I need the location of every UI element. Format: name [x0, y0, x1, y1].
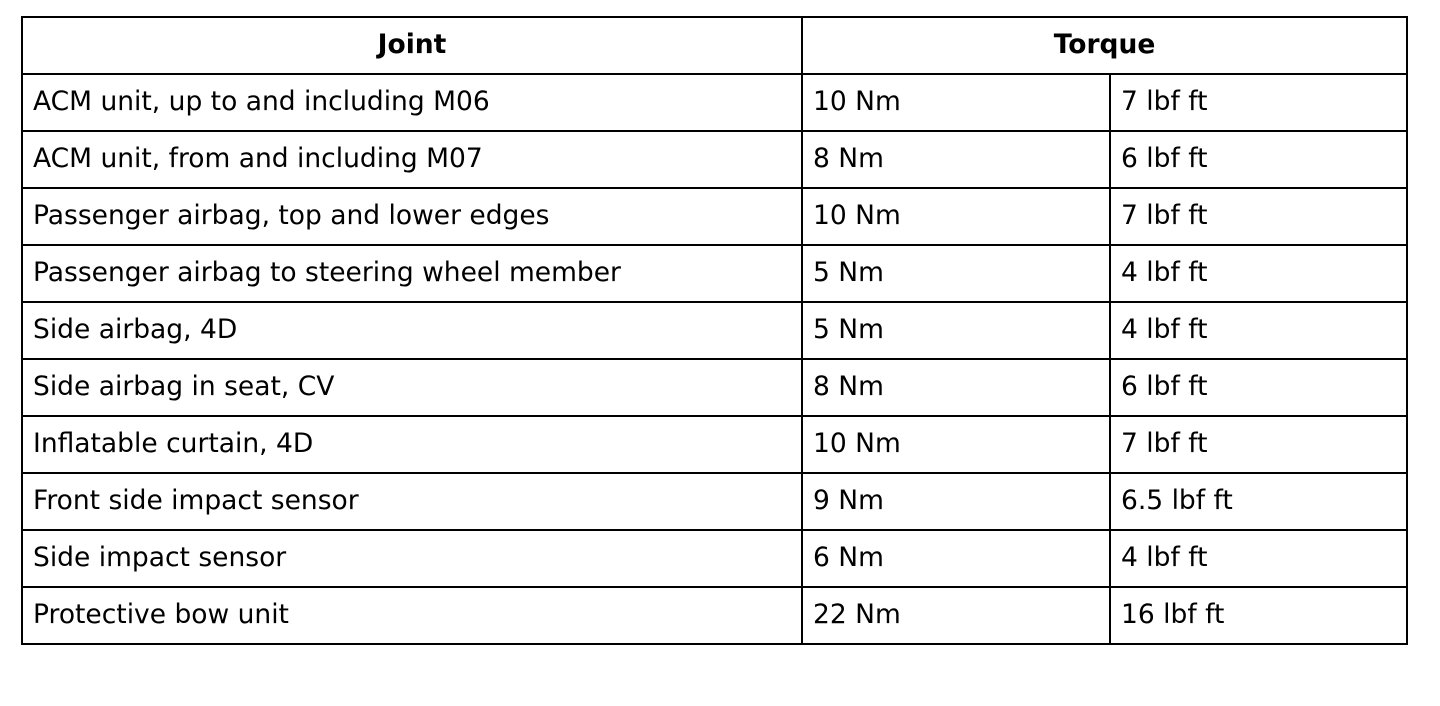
torque-lbf-cell: 7 lbf ft — [1110, 74, 1407, 131]
torque-nm-cell: 10 Nm — [802, 74, 1110, 131]
joint-cell: Passenger airbag, top and lower edges — [22, 188, 802, 245]
joint-cell: Side airbag in seat, CV — [22, 359, 802, 416]
torque-nm-cell: 22 Nm — [802, 587, 1110, 644]
table-row — [22, 587, 1407, 644]
joint-cell: Side impact sensor — [22, 530, 802, 587]
torque-lbf-cell: 6 lbf ft — [1110, 359, 1407, 416]
torque-nm-cell: 8 Nm — [802, 359, 1110, 416]
torque-lbf-cell: 16 lbf ft — [1110, 587, 1407, 644]
torque-nm-cell: 6 Nm — [802, 530, 1110, 587]
joint-cell: ACM unit, from and including M07 — [22, 131, 802, 188]
table-row — [22, 245, 1407, 302]
torque-nm-cell: 5 Nm — [802, 245, 1110, 302]
joint-cell: Inflatable curtain, 4D — [22, 416, 802, 473]
joint-cell: Front side impact sensor — [22, 473, 802, 530]
table-row — [22, 473, 1407, 530]
torque-nm-cell: 8 Nm — [802, 131, 1110, 188]
joint-cell: Passenger airbag to steering wheel member — [22, 245, 802, 302]
table-row — [22, 74, 1407, 131]
table-row — [22, 530, 1407, 587]
joint-column-header: Joint — [22, 17, 802, 74]
joint-cell: Protective bow unit — [22, 587, 802, 644]
table-row — [22, 302, 1407, 359]
torque-lbf-cell: 6.5 lbf ft — [1110, 473, 1407, 530]
torque-nm-cell: 5 Nm — [802, 302, 1110, 359]
torque-nm-cell: 9 Nm — [802, 473, 1110, 530]
torque-lbf-cell: 4 lbf ft — [1110, 245, 1407, 302]
joint-cell: ACM unit, up to and including M06 — [22, 74, 802, 131]
torque-lbf-cell: 6 lbf ft — [1110, 131, 1407, 188]
table-row — [22, 416, 1407, 473]
torque-lbf-cell: 7 lbf ft — [1110, 416, 1407, 473]
table-row — [22, 131, 1407, 188]
torque-lbf-cell: 4 lbf ft — [1110, 530, 1407, 587]
torque-nm-cell: 10 Nm — [802, 416, 1110, 473]
joint-cell: Side airbag, 4D — [22, 302, 802, 359]
torque-lbf-cell: 7 lbf ft — [1110, 188, 1407, 245]
torque-lbf-cell: 4 lbf ft — [1110, 302, 1407, 359]
table-header-row — [22, 17, 1407, 74]
table-row — [22, 188, 1407, 245]
torque-nm-cell: 10 Nm — [802, 188, 1110, 245]
table-row — [22, 359, 1407, 416]
torque-spec-table — [21, 16, 1408, 645]
torque-column-header: Torque — [802, 17, 1407, 74]
